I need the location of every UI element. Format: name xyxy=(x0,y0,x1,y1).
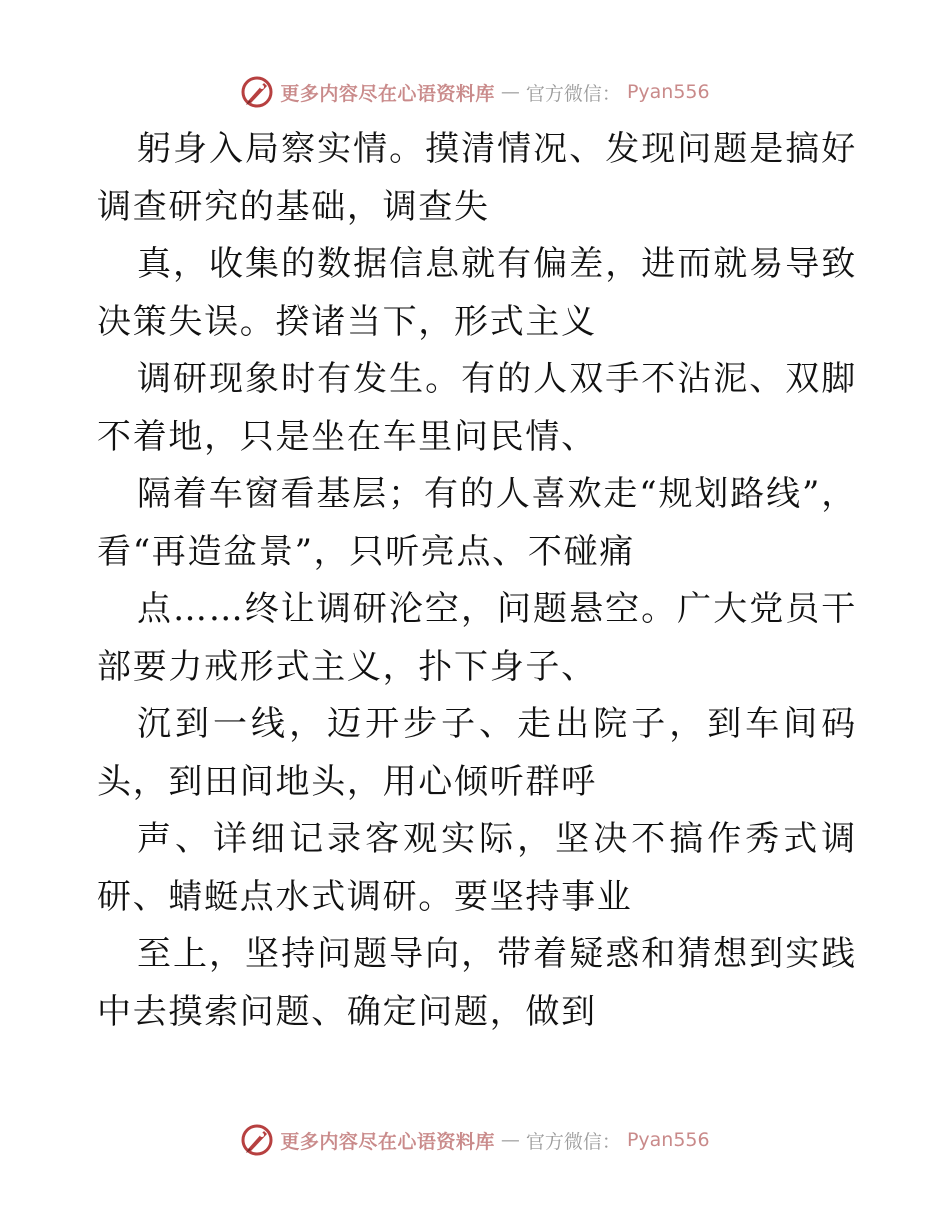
paragraph: 躬身入局察实情。摸清情况、发现问题是搞好调查研究的基础，调查失 xyxy=(97,129,857,227)
header-watermark xyxy=(0,72,950,112)
watermark-wechat-label: 官方微信： xyxy=(525,82,621,105)
paragraph: 调研现象时有发生。有的人双手不沾泥、双脚不着地，只是坐在车里问民情、 xyxy=(97,359,857,457)
quill-logo-icon xyxy=(240,75,274,109)
paragraph: 沉到一线，迈开步子、走出院子，到车间码头，到田间地头，用心倾听群呼 xyxy=(97,704,857,802)
watermark-brand-text: 更多内容尽在心语资料库 xyxy=(280,82,495,105)
watermark-brand-text: 更多内容尽在心语资料库 xyxy=(280,1130,495,1153)
quill-logo-icon xyxy=(240,1123,274,1157)
document-body xyxy=(97,121,857,1041)
paragraph: 声、详细记录客观实际，坚决不搞作秀式调研、蜻蜓点水式调研。要坚持事业 xyxy=(97,819,857,917)
paragraph: 隔着车窗看基层；有的人喜欢走“规划路线”，看“再造盆景”，只听亮点、不碰痛 xyxy=(97,474,857,572)
paragraph: 真，收集的数据信息就有偏差，进而就易导致决策失误。揆诸当下，形式主义 xyxy=(97,244,857,342)
paragraph: 至上，坚持问题导向，带着疑惑和猜想到实践中去摸索问题、确定问题，做到 xyxy=(97,934,857,1032)
watermark-wechat-id: Pyan556 xyxy=(626,81,710,103)
paragraph: 点……终让调研沦空，问题悬空。广大党员干部要力戒形式主义，扑下身子、 xyxy=(97,589,857,687)
watermark-dash: — xyxy=(500,1129,520,1151)
watermark-wechat-id: Pyan556 xyxy=(626,1129,710,1151)
watermark-wechat-label: 官方微信： xyxy=(525,1130,621,1153)
watermark-dash: — xyxy=(500,81,520,103)
footer-watermark xyxy=(0,1120,950,1160)
